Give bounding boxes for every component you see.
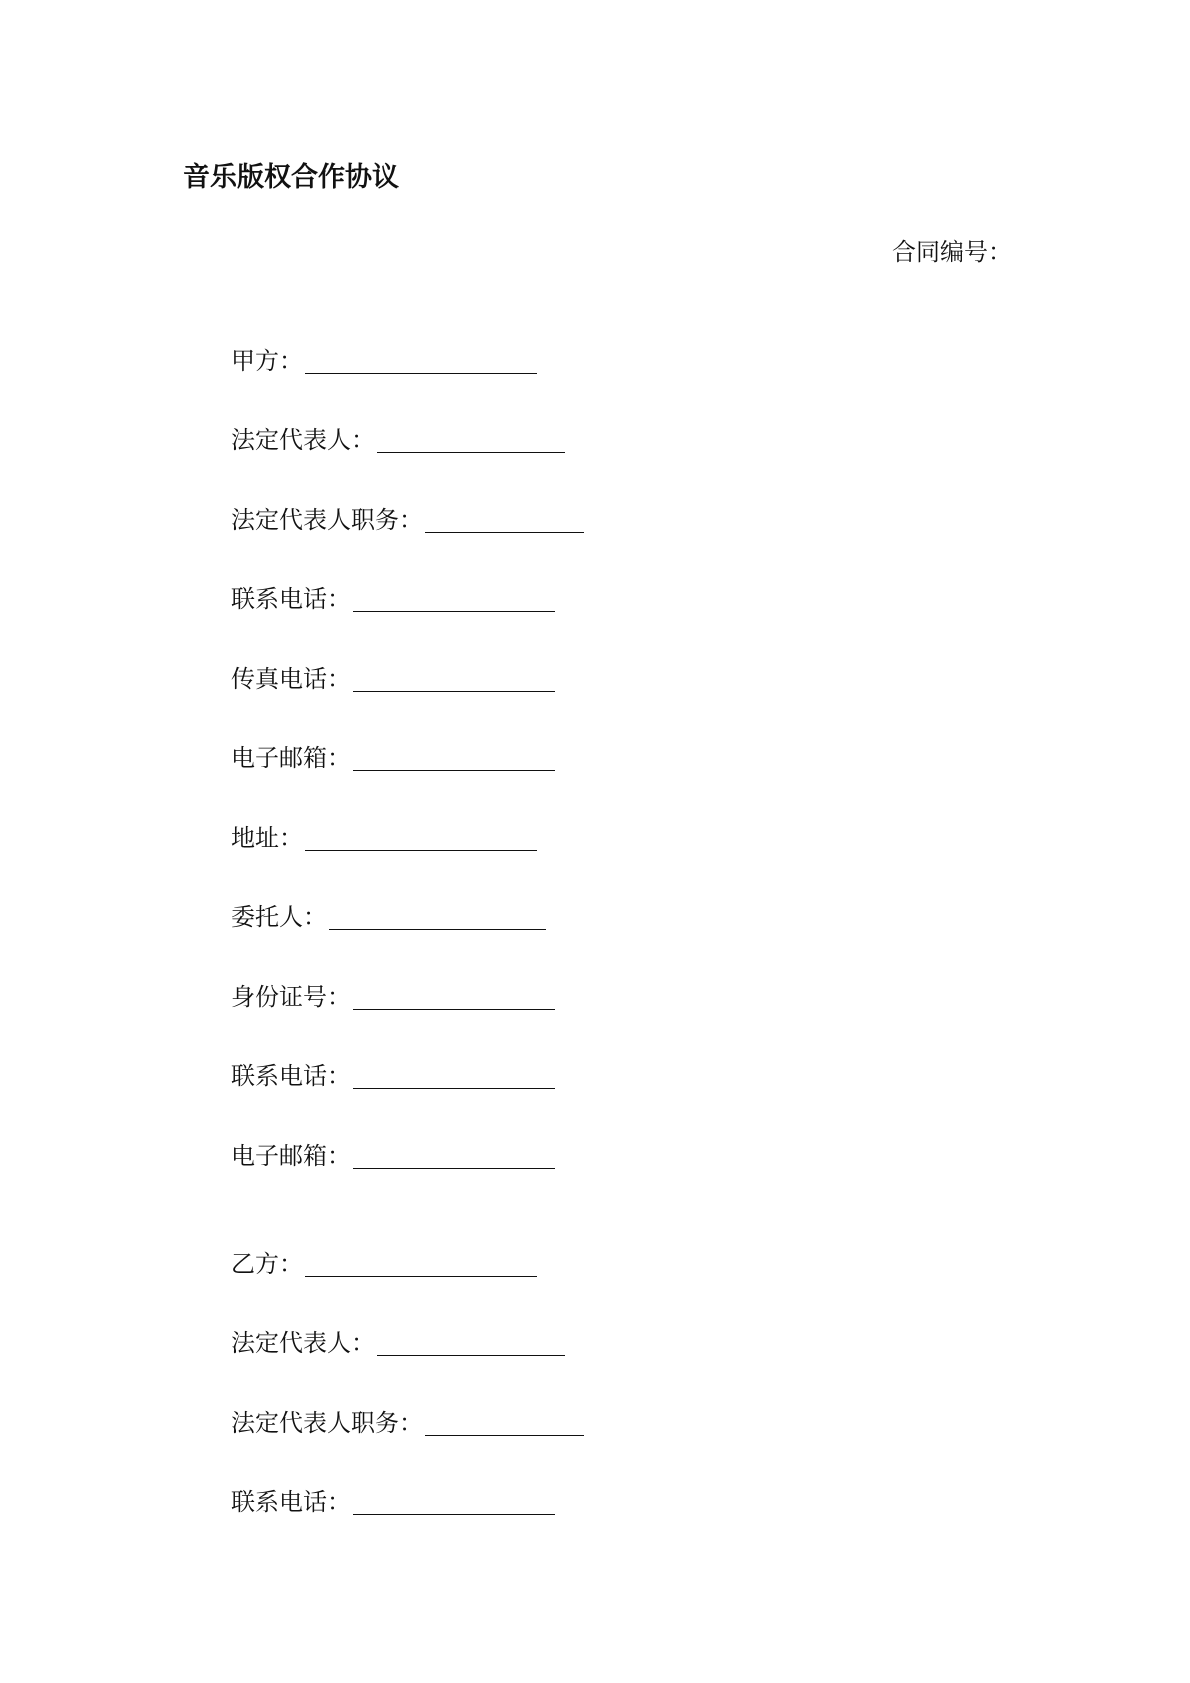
party-b-name-label: 乙方： (231, 1250, 303, 1278)
party-a-name-blank[interactable] (305, 347, 537, 374)
party-a-address-blank[interactable] (305, 824, 537, 851)
party-a-legal-rep-title-blank[interactable] (425, 506, 584, 533)
party-a-agent-blank[interactable] (329, 903, 546, 930)
party-a-fax-blank[interactable] (353, 665, 555, 692)
party-a-legal-rep-blank[interactable] (377, 426, 565, 453)
party-b-name-blank[interactable] (305, 1250, 537, 1277)
party-a-email-blank[interactable] (353, 744, 555, 771)
party-b-legal-rep-title-label: 法定代表人职务： (231, 1409, 423, 1437)
party-a-agent-id-blank[interactable] (353, 983, 555, 1010)
party-a-phone-field (231, 580, 555, 614)
party-a-fax-label: 传真电话： (231, 665, 351, 693)
party-b-legal-rep-title-blank[interactable] (425, 1409, 584, 1436)
party-a-name-label: 甲方： (231, 347, 303, 375)
party-a-address-label: 地址： (231, 824, 303, 852)
party-b-legal-rep-field (231, 1324, 565, 1358)
party-b-phone-blank[interactable] (353, 1488, 555, 1515)
party-b-phone-label: 联系电话： (231, 1488, 351, 1516)
party-a-phone-label: 联系电话： (231, 585, 351, 613)
contract-number-label: 合同编号： (892, 238, 1012, 266)
party-a-agent-id-label: 身份证号： (231, 983, 351, 1011)
party-b-legal-rep-blank[interactable] (377, 1329, 565, 1356)
document-title: 音乐版权合作协议 (183, 162, 399, 193)
party-a-address-field (231, 819, 537, 853)
party-b-phone-field (231, 1483, 555, 1517)
party-a-agent-phone-label: 联系电话： (231, 1062, 351, 1090)
party-b-name-field (231, 1245, 537, 1279)
party-a-phone-blank[interactable] (353, 585, 555, 612)
party-a-legal-rep-label: 法定代表人： (231, 426, 375, 454)
party-a-agent-email-blank[interactable] (353, 1142, 555, 1169)
party-a-legal-rep-title-label: 法定代表人职务： (231, 506, 423, 534)
party-a-legal-rep-field (231, 421, 565, 455)
party-a-email-label: 电子邮箱： (231, 744, 351, 772)
party-a-agent-email-label: 电子邮箱： (231, 1142, 351, 1170)
party-a-name-field (231, 342, 537, 376)
party-a-agent-phone-field (231, 1057, 555, 1091)
party-a-agent-label: 委托人： (231, 903, 327, 931)
party-a-legal-rep-title-field (231, 501, 584, 535)
party-a-agent-email-field (231, 1137, 555, 1171)
party-a-fax-field (231, 660, 555, 694)
party-b-legal-rep-label: 法定代表人： (231, 1329, 375, 1357)
party-b-legal-rep-title-field (231, 1404, 584, 1438)
party-a-email-field (231, 739, 555, 773)
party-a-agent-phone-blank[interactable] (353, 1062, 555, 1089)
party-a-agent-id-field (231, 978, 555, 1012)
party-a-agent-field (231, 898, 546, 932)
